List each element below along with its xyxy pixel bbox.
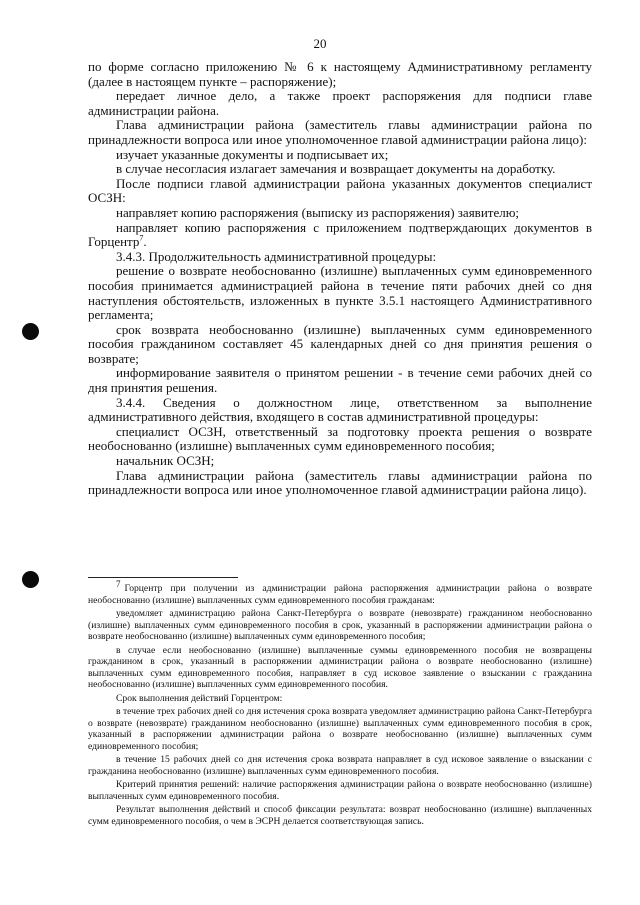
paragraph-text: направляет копию распоряжения с приложением подтверждающих документов в Горцентр: [88, 219, 592, 250]
paragraph: срок возврата необоснованно (излишне) выплаченных сумм единовременного пособия гражданином составляет 45 календарных дней со дня принятия решения о возврате;: [88, 321, 592, 366]
main-text: [88, 60, 592, 498]
paragraph: по форме согласно приложению № 6 к настоящему Административному регламенту (далее в настоящем пункте – распоряжение);: [88, 59, 592, 89]
paragraph: направляет копию распоряжения (выписку из распоряжения) заявителю;: [116, 204, 520, 220]
paragraph: решение о возврате необоснованно (излишне) выплаченных сумм единовременного пособия принимается администрацией района в течение пяти рабочих дней со дня наступления обстоятельств, изложенных в пункте 3.5.1 настоящего Административного регламента;: [88, 263, 592, 323]
paragraph: начальник ОСЗН;: [116, 453, 215, 469]
section-heading: 3.4.4. Сведения о должностном лице, ответственном за выполнение административного действия, входящего в состав административной процедуры:: [88, 394, 592, 425]
footnote-paragraph: в течение трех рабочих дней со дня истечения срока возврата уведомляет администрацию района Санкт-Петербурга о возврате (невозврате) гражданином необоснованно (излишне) выплаченных сумм единовременного пособия в срок, указанный в распоряжении администрации района о возврате необоснованно (излишне) выплаченных сумм единовременного пособия;: [88, 706, 592, 752]
punch-hole: [22, 571, 39, 588]
paragraph: Глава администрации района (заместитель главы администрации района по принадлежности вопроса или иное уполномоченное главой администрации района лицо).: [88, 467, 592, 498]
punch-hole: [22, 323, 39, 340]
footnotes: [88, 578, 592, 829]
paragraph: Глава администрации района (заместитель главы администрации района по принадлежности вопроса или иное уполномоченное главой администрации района лицо):: [88, 117, 592, 147]
footnote-paragraph: Результат выполнения действий и способ фиксации результата: возврат необоснованно (излишне) выплаченных сумм единовременного пособия, о чем в ЭСРН делается соответствующая запись.: [88, 804, 592, 827]
page-number: 20: [313, 36, 327, 51]
paragraph: После подписи главой администрации района указанных документов специалист ОСЗН:: [88, 175, 592, 206]
footnote-paragraph: Критерий принятия решений: наличие распоряжения администрации района о возврате необоснованно (излишне) выплаченных сумм единовременного пособия.: [88, 779, 592, 802]
footnote-paragraph: уведомляет администрацию района Санкт-Петербурга о возврате (невозврате) гражданином необоснованно (излишне) выплаченных сумм единовременного пособия в срок, указанный в распоряжении администрации района о возврате необоснованно (излишне) выплаченных сумм единовременного пособия;: [88, 608, 592, 642]
footnote-mark: 7: [116, 578, 121, 589]
paragraph: специалист ОСЗН, ответственный за подготовку проекта решения о возврате необоснованно (излишне) выплаченных сумм единовременного пособия;: [88, 423, 592, 454]
paragraph: передает личное дело, а также проект распоряжения для подписи главе администрации района.: [88, 88, 592, 118]
section-heading: 3.4.3. Продолжительность административной процедуры:: [116, 248, 437, 264]
footnote-paragraph: Срок выполнения действий Горцентром:: [116, 692, 283, 704]
footnote-reference[interactable]: 7: [139, 233, 144, 243]
paragraph-suffix: .: [143, 234, 147, 250]
paragraph: изучает указанные документы и подписывает их;: [116, 146, 389, 162]
paragraph-with-footnote: [88, 221, 592, 250]
footnote-paragraph: [88, 578, 592, 606]
footnote-paragraph: в течение 15 рабочих дней со дня истечения срока возврата направляет в суд исковое заявление о взыскании с гражданина необоснованно (излишне) выплаченных сумм единовременного пособия.: [88, 754, 592, 777]
footnote-divider: [88, 577, 238, 578]
footnote-paragraph: в случае если необоснованно (излишне) выплаченные суммы единовременного пособия не возвращены гражданином в срок, указанный в распоряжении администрации района о возврате необоснованно (излишне) выплаченных сумм единовременного пособия, направляет в суд исковое заявление о взыскании с гражданина необоснованно (излишне) выплаченных сумм единовременного пособия.: [88, 644, 592, 690]
paragraph: в случае несогласия излагает замечания и возвращает документы на доработку.: [116, 161, 556, 177]
paragraph: информирование заявителя о принятом решении - в течение семи рабочих дней со дня принятия решения.: [88, 365, 592, 396]
footnote-text: Горцентр при получении из администрации района распоряжения администрации района о возврате необоснованно (излишне) выплаченных сумм единовременного пособия гражданам:: [88, 583, 592, 606]
